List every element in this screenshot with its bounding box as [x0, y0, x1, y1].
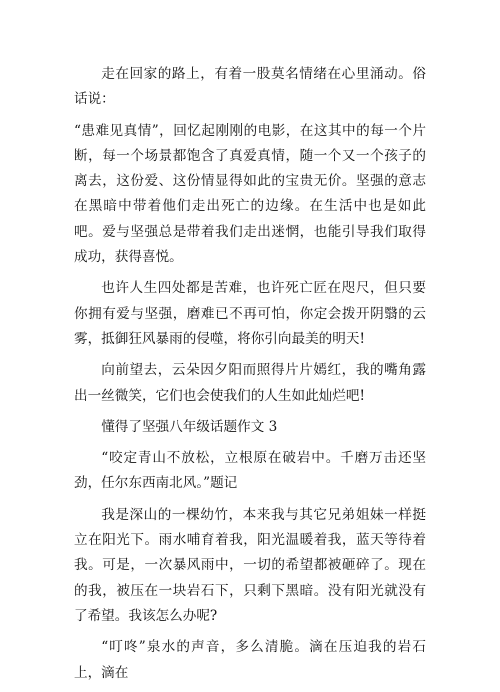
epigraph: “咬定青山不放松，立根原在破岩中。千磨万击还坚劲，任尔东西南北风。”题记 — [74, 450, 426, 492]
paragraph-1: 走在回家的路上，有着一股莫名情绪在心里涌动。俗话说： — [74, 66, 426, 108]
section-title: 懂得了坚强八年级话题作文 3 — [101, 418, 278, 435]
paragraph-3: 也许人生四处都是苦难，也许死亡匠在咫尺，但只要你拥有爱与坚强，磨难已不再可怕，你定会拨开阴翳的云雾，抵御狂风暴雨的侵噬，将你引向最美的明天! — [74, 280, 426, 347]
paragraph-2: “患难见真情”，回忆起刚刚的电影，在这其中的每一个片断，每一个场景都饱含了真爱真情，随一个又一个孩子的离去，这份爱、这份情显得如此的宝贵无价。坚强的意志在黑暗中带着他们走出死亡的边缘。在生活中也是如此吧。爱与坚强总是带着我们走出迷惘，也能引导我们取得成功，获得喜悦。 — [74, 122, 426, 266]
paragraph-4: 向前望去，云朵因夕阳而照得片片嫣红，我的嘴角露出一丝微笑，它们也会使我们的人生如此灿烂吧! — [74, 362, 426, 404]
paragraph-5: 我是深山的一棵幼竹，本来我与其它兄弟姐妹一样挺立在阳光下。雨水哺育着我，阳光温暖着我，蓝天等待着我。可是，一次暴风雨中，一切的希望都被砸碎了。现在的我，被压在一块岩石下，只剩下黑暗。没有阳光就没有了希望。我该怎么办呢? — [74, 506, 426, 624]
document-body — [74, 62, 426, 692]
paragraph-6: “叮咚”泉水的声音，多么清脆。滴在压迫我的岩石上，滴在 — [74, 639, 426, 681]
